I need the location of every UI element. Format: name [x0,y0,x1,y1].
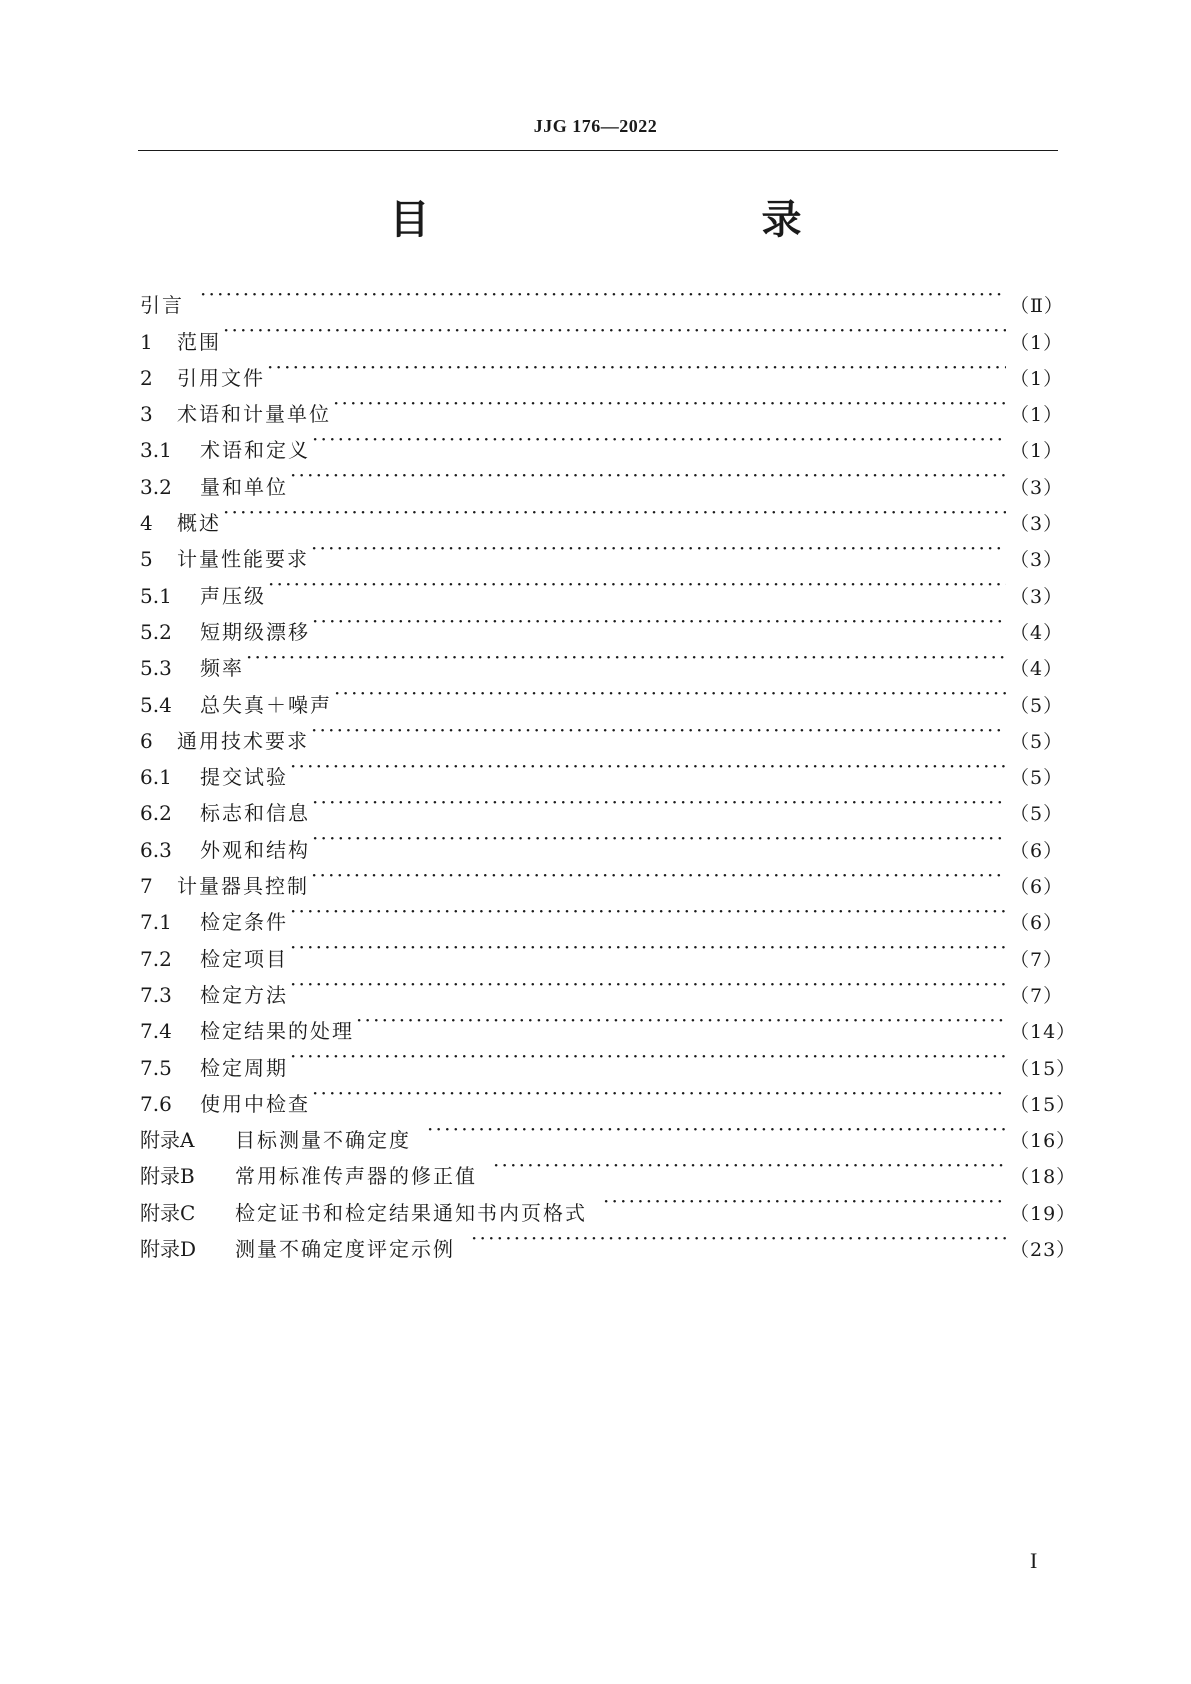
toc-entry-page: （15） [1010,1057,1077,1080]
toc-entry-label: 使用中检查 [200,1091,310,1116]
toc-entry-label: 测量不确定度评定示例 [235,1237,455,1262]
toc-dot-leader [267,349,1006,385]
toc-entry-label: 检定项目 [200,946,288,971]
toc-dot-leader [290,893,1006,929]
toc-dot-leader [603,1183,1006,1219]
toc-dot-leader [268,566,1006,602]
toc-dot-leader [311,530,1006,566]
toc-entry-5[interactable] [140,530,1064,572]
toc-entry-number: 6.2 [140,801,172,826]
toc-entry-page: （5） [1010,767,1064,790]
toc-entry-number: 5 [140,547,153,572]
toc-entry-page: （6） [1010,876,1064,899]
toc-entry-label: 提交试验 [200,765,288,790]
toc-entry-number: 6 [140,728,153,753]
toc-entry-label: 检定周期 [200,1055,288,1080]
toc-entry-number: 3.1 [140,438,172,463]
toc-entry-page: （6） [1010,839,1064,862]
toc-entry-number: 7.3 [140,982,172,1007]
toc-entry-page: （3） [1010,476,1064,499]
toc-entry-label: 引用文件 [177,365,265,390]
toc-entry-label: 外观和结构 [200,837,310,862]
toc-entry-label: 范围 [177,329,221,354]
toc-entry-page: （3） [1010,513,1064,536]
toc-entry-page: （14） [1010,1021,1077,1044]
toc-entry-label: 量和单位 [200,474,288,499]
toc-entry-label: 标志和信息 [200,801,310,826]
toc-entry-label: 声压级 [200,583,266,608]
page-title: 目 录 [389,197,886,243]
toc-entry-label: 目标测量不确定度 [235,1128,411,1153]
toc-entry-page: （1） [1010,404,1064,427]
toc-dot-leader [427,1111,1006,1147]
toc-dot-leader [246,639,1006,675]
toc-entry-number: 3 [140,402,153,427]
header-rule [138,150,1058,151]
toc-entry-page: （5） [1010,694,1064,717]
toc-entry-page: （5） [1010,803,1064,826]
toc-entry-1[interactable] [140,312,1064,354]
toc-dot-leader [356,1002,1006,1038]
toc-entry-4[interactable] [140,494,1064,536]
toc-entry-label: 检定方法 [200,982,288,1007]
toc-entry-number: 4 [140,511,153,536]
toc-entry-5-1[interactable] [140,566,1064,608]
toc-dot-leader [290,457,1006,493]
toc-entry-number: 附录A [140,1128,195,1153]
toc-entry-intro[interactable] [140,276,1064,318]
toc-entry-number: 6.1 [140,765,172,790]
toc-entry-page: （1） [1010,440,1064,463]
toc-entry-label: 检定证书和检定结果通知书内页格式 [235,1200,587,1225]
running-header: JJG 176—2022 [533,116,658,136]
toc-entry-number: 7.6 [140,1091,172,1116]
toc-entry-page: （18） [1010,1166,1077,1189]
toc-entry-number: 7.2 [140,946,172,971]
toc-entry-number: 附录B [140,1164,195,1189]
toc-entry-number: 7 [140,874,153,899]
toc-entry-label: 术语和计量单位 [177,402,331,427]
toc-entry-number: 5.4 [140,692,172,717]
toc-entry-label: 计量性能要求 [177,547,309,572]
toc-entry-page: （5） [1010,730,1064,753]
toc-entry-number: 7.5 [140,1055,172,1080]
toc-entry-page: （19） [1010,1202,1077,1225]
toc-dot-leader [493,1147,1006,1183]
toc-dot-leader [333,385,1006,421]
toc-entry-page: （Ⅱ） [1010,295,1064,318]
toc-dot-leader [312,784,1006,820]
toc-entry-number: 附录D [140,1237,197,1262]
toc-entry-label: 频率 [200,656,244,681]
toc-dot-leader [223,312,1006,348]
toc-dot-leader [334,675,1006,711]
toc-entry-label: 计量器具控制 [177,874,309,899]
toc-dot-leader [223,494,1006,530]
toc-dot-leader [311,857,1006,893]
table-of-contents [140,276,1077,1262]
toc-entry-number: 2 [140,365,153,390]
toc-dot-leader [312,820,1006,856]
page-number: I [1030,1548,1038,1573]
toc-entry-3[interactable] [140,385,1064,427]
toc-entry-page: （23） [1010,1239,1077,1262]
toc-entry-5-2[interactable] [140,603,1064,644]
toc-entry-page: （15） [1010,1093,1077,1116]
toc-entry-page: （4） [1010,621,1064,644]
toc-entry-number: 6.3 [140,837,172,862]
toc-entry-page: （4） [1010,658,1064,681]
toc-entry-label: 术语和定义 [200,438,310,463]
toc-dot-leader [290,929,1006,965]
toc-entry-number: 5.1 [140,583,172,608]
toc-entry-page: （1） [1010,367,1064,390]
toc-dot-leader [312,421,1006,457]
toc-dot-leader [200,276,1006,312]
toc-entry-label: 常用标准传声器的修正值 [235,1164,477,1189]
toc-entry-page: （7） [1010,984,1064,1007]
toc-entry-5-3[interactable] [140,639,1064,681]
toc-entry-number: 附录C [140,1200,196,1225]
toc-entry-label: 短期级漂移 [200,619,310,644]
toc-dot-leader [471,1220,1006,1256]
toc-entry-2[interactable] [140,349,1064,390]
toc-entry-number: 5.3 [140,656,172,681]
toc-entry-label: 检定结果的处理 [200,1019,354,1044]
toc-dot-leader [312,603,1006,639]
toc-dot-leader [290,748,1006,784]
toc-dot-leader [311,712,1006,748]
toc-entry-number: 5.2 [140,619,172,644]
toc-entry-page: （7） [1010,948,1064,971]
toc-entry-label: 引言 [140,293,184,318]
toc-entry-label: 通用技术要求 [177,728,309,753]
toc-entry-number: 1 [140,329,153,354]
toc-entry-label: 总失真＋噪声 [200,692,332,717]
toc-entry-label: 检定条件 [200,910,288,935]
toc-entry-page: （16） [1010,1130,1077,1153]
toc-dot-leader [290,966,1006,1002]
toc-entry-number: 3.2 [140,474,172,499]
toc-entry-label: 概述 [177,511,221,536]
toc-entry-number: 7.4 [140,1019,172,1044]
toc-entry-number: 7.1 [140,910,172,935]
toc-entry-page: （3） [1010,585,1064,608]
toc-entry-5-4[interactable] [140,675,1064,717]
toc-entry-page: （3） [1010,549,1064,572]
toc-dot-leader [312,1075,1006,1111]
toc-entry-page: （1） [1010,331,1064,354]
toc-entry-page: （6） [1010,912,1064,935]
toc-dot-leader [290,1038,1006,1074]
